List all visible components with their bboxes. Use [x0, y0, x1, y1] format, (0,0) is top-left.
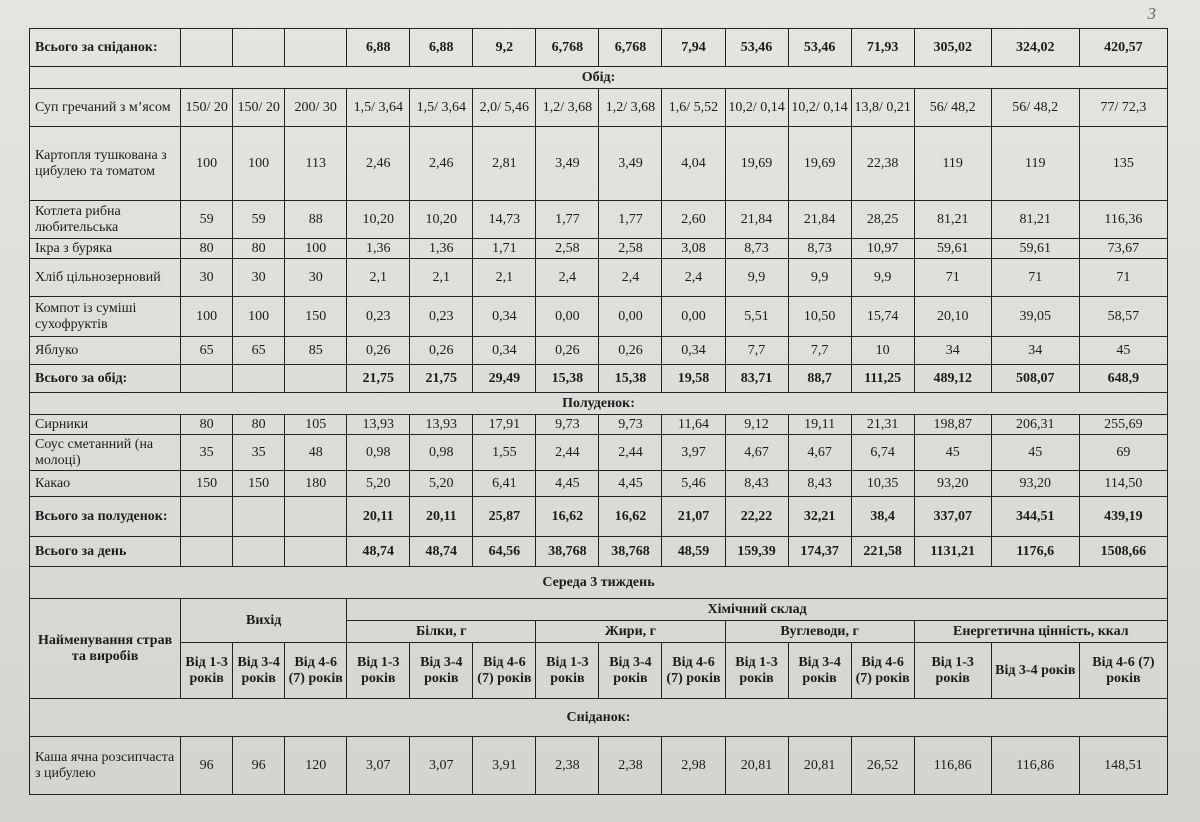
value-cell: 6,768: [536, 29, 599, 67]
value-cell: 11,64: [662, 415, 725, 435]
section-title: Полуденок:: [30, 393, 1168, 415]
value-cell: 5,20: [410, 471, 473, 497]
col-header-age: Від 3-4 років: [788, 643, 851, 699]
value-cell: 8,73: [725, 239, 788, 259]
value-cell: 1,6/ 5,52: [662, 89, 725, 127]
value-cell: [233, 29, 285, 67]
value-cell: 29,49: [473, 365, 536, 393]
value-cell: 20,81: [725, 737, 788, 795]
value-cell: 10,2/ 0,14: [788, 89, 851, 127]
value-cell: 13,93: [347, 415, 410, 435]
col-header-name: Найменування страв та виробів: [30, 599, 181, 699]
value-cell: 10,20: [347, 201, 410, 239]
value-cell: 80: [181, 239, 233, 259]
value-cell: 2,1: [473, 259, 536, 297]
value-cell: 80: [181, 415, 233, 435]
value-cell: 4,67: [788, 435, 851, 471]
total-row: [30, 497, 1168, 537]
value-cell: 148,51: [1079, 737, 1167, 795]
total-row: [30, 29, 1168, 67]
value-cell: 22,38: [851, 127, 914, 201]
value-cell: 81,21: [914, 201, 991, 239]
value-cell: 9,12: [725, 415, 788, 435]
value-cell: 28,25: [851, 201, 914, 239]
value-cell: 8,73: [788, 239, 851, 259]
value-cell: 93,20: [914, 471, 991, 497]
section-title: Обід:: [30, 67, 1168, 89]
value-cell: 13,8/ 0,21: [851, 89, 914, 127]
header-row-1: [30, 599, 1168, 621]
value-cell: 1,5/ 3,64: [347, 89, 410, 127]
value-cell: 4,67: [725, 435, 788, 471]
value-cell: 150: [233, 471, 285, 497]
total-row: [30, 365, 1168, 393]
value-cell: 9,73: [536, 415, 599, 435]
header-row-ages: [30, 643, 1168, 699]
value-cell: 3,97: [662, 435, 725, 471]
value-cell: 337,07: [914, 497, 991, 537]
value-cell: 65: [181, 337, 233, 365]
value-cell: 6,768: [599, 29, 662, 67]
value-cell: 3,07: [410, 737, 473, 795]
dish-row: [30, 89, 1168, 127]
value-cell: 35: [233, 435, 285, 471]
section-row: [30, 393, 1168, 415]
value-cell: 9,73: [599, 415, 662, 435]
value-cell: 1,5/ 3,64: [410, 89, 473, 127]
value-cell: 8,43: [725, 471, 788, 497]
value-cell: 15,74: [851, 297, 914, 337]
value-cell: 2,46: [347, 127, 410, 201]
value-cell: 16,62: [599, 497, 662, 537]
dish-name: Всього за день: [30, 537, 181, 567]
dish-name: Картопля тушкована з цибулею та томатом: [30, 127, 181, 201]
value-cell: 83,71: [725, 365, 788, 393]
value-cell: 100: [181, 127, 233, 201]
value-cell: 15,38: [599, 365, 662, 393]
dish-name: Всього за обід:: [30, 365, 181, 393]
value-cell: 2,4: [536, 259, 599, 297]
value-cell: 150/ 20: [181, 89, 233, 127]
value-cell: 88: [285, 201, 347, 239]
value-cell: [285, 29, 347, 67]
value-cell: 96: [233, 737, 285, 795]
value-cell: 1,36: [347, 239, 410, 259]
dish-name: Соус сметанний (на молоці): [30, 435, 181, 471]
value-cell: 38,768: [599, 537, 662, 567]
value-cell: 1,77: [536, 201, 599, 239]
value-cell: 9,9: [851, 259, 914, 297]
value-cell: 65: [233, 337, 285, 365]
value-cell: 9,9: [725, 259, 788, 297]
col-header-chem: Хімічний склад: [347, 599, 1168, 621]
col-header-fats: Жири, г: [536, 621, 725, 643]
value-cell: 114,50: [1079, 471, 1167, 497]
value-cell: 21,75: [410, 365, 473, 393]
value-cell: 2,38: [536, 737, 599, 795]
col-header-age: Від 3-4 років: [991, 643, 1079, 699]
dish-name: Какао: [30, 471, 181, 497]
value-cell: 22,22: [725, 497, 788, 537]
value-cell: 48,74: [410, 537, 473, 567]
value-cell: 71: [914, 259, 991, 297]
table-body-top: [30, 29, 1168, 567]
col-header-age: Від 1-3 років: [914, 643, 991, 699]
value-cell: 1,2/ 3,68: [599, 89, 662, 127]
col-header-age: Від 1-3 років: [181, 643, 233, 699]
value-cell: 206,31: [991, 415, 1079, 435]
value-cell: 2,1: [410, 259, 473, 297]
col-header-age: Від 4-6 (7) років: [285, 643, 347, 699]
value-cell: 198,87: [914, 415, 991, 435]
value-cell: 1,36: [410, 239, 473, 259]
dish-name: Суп гречаний з м’ясом: [30, 89, 181, 127]
value-cell: 0,00: [662, 297, 725, 337]
value-cell: 8,43: [788, 471, 851, 497]
value-cell: 45: [1079, 337, 1167, 365]
value-cell: [181, 365, 233, 393]
section-row: [30, 699, 1168, 737]
col-header-age: Від 1-3 років: [725, 643, 788, 699]
value-cell: 1508,66: [1079, 537, 1167, 567]
value-cell: 150: [181, 471, 233, 497]
value-cell: 0,23: [347, 297, 410, 337]
value-cell: [181, 497, 233, 537]
value-cell: 6,74: [851, 435, 914, 471]
value-cell: 0,98: [410, 435, 473, 471]
dish-name: Компот із суміші сухофруктів: [30, 297, 181, 337]
value-cell: 19,58: [662, 365, 725, 393]
dish-row: [30, 259, 1168, 297]
value-cell: 17,91: [473, 415, 536, 435]
value-cell: 56/ 48,2: [991, 89, 1079, 127]
value-cell: 119: [914, 127, 991, 201]
total-row: [30, 537, 1168, 567]
value-cell: 16,62: [536, 497, 599, 537]
col-header-age: Від 4-6 (7) років: [473, 643, 536, 699]
value-cell: 2,98: [662, 737, 725, 795]
value-cell: 1,71: [473, 239, 536, 259]
value-cell: 119: [991, 127, 1079, 201]
value-cell: 2,58: [599, 239, 662, 259]
value-cell: 255,69: [1079, 415, 1167, 435]
value-cell: 14,73: [473, 201, 536, 239]
value-cell: 81,21: [991, 201, 1079, 239]
value-cell: 88,7: [788, 365, 851, 393]
value-cell: 1131,21: [914, 537, 991, 567]
section-row: [30, 67, 1168, 89]
value-cell: 508,07: [991, 365, 1079, 393]
value-cell: 38,4: [851, 497, 914, 537]
value-cell: 2,44: [599, 435, 662, 471]
value-cell: 0,26: [599, 337, 662, 365]
dish-name: Котлета рибна любительська: [30, 201, 181, 239]
dish-name: Хліб цільнозерновий: [30, 259, 181, 297]
value-cell: 420,57: [1079, 29, 1167, 67]
table-body-bottom: [30, 699, 1168, 795]
value-cell: 20,11: [410, 497, 473, 537]
value-cell: 111,25: [851, 365, 914, 393]
value-cell: 3,07: [347, 737, 410, 795]
dish-row: [30, 435, 1168, 471]
value-cell: 13,93: [410, 415, 473, 435]
value-cell: 5,51: [725, 297, 788, 337]
dish-row: [30, 415, 1168, 435]
value-cell: 73,67: [1079, 239, 1167, 259]
value-cell: 10: [851, 337, 914, 365]
dish-row: [30, 239, 1168, 259]
dish-name: Яблуко: [30, 337, 181, 365]
value-cell: 71,93: [851, 29, 914, 67]
value-cell: 113: [285, 127, 347, 201]
value-cell: 200/ 30: [285, 89, 347, 127]
value-cell: 34: [914, 337, 991, 365]
dish-name: Каша ячна розсипчаста з цибулею: [30, 737, 181, 795]
value-cell: 3,08: [662, 239, 725, 259]
value-cell: 21,07: [662, 497, 725, 537]
dish-name: Сирники: [30, 415, 181, 435]
section-title: Сніданок:: [30, 699, 1168, 737]
value-cell: 489,12: [914, 365, 991, 393]
value-cell: 1,77: [599, 201, 662, 239]
value-cell: 150/ 20: [233, 89, 285, 127]
value-cell: [233, 537, 285, 567]
value-cell: 71: [1079, 259, 1167, 297]
value-cell: 3,91: [473, 737, 536, 795]
value-cell: 25,87: [473, 497, 536, 537]
col-header-age: Від 3-4 років: [410, 643, 473, 699]
value-cell: 38,768: [536, 537, 599, 567]
value-cell: 1,55: [473, 435, 536, 471]
value-cell: 3,49: [536, 127, 599, 201]
dish-row: [30, 737, 1168, 795]
value-cell: 69: [1079, 435, 1167, 471]
value-cell: 0,34: [473, 337, 536, 365]
value-cell: 30: [285, 259, 347, 297]
value-cell: 221,58: [851, 537, 914, 567]
value-cell: 100: [233, 127, 285, 201]
col-header-age: Від 4-6 (7) років: [662, 643, 725, 699]
value-cell: 20,10: [914, 297, 991, 337]
value-cell: 48: [285, 435, 347, 471]
value-cell: 10,35: [851, 471, 914, 497]
col-header-age: Від 1-3 років: [536, 643, 599, 699]
value-cell: 100: [233, 297, 285, 337]
value-cell: [233, 497, 285, 537]
value-cell: 80: [233, 415, 285, 435]
value-cell: 305,02: [914, 29, 991, 67]
dish-row: [30, 127, 1168, 201]
value-cell: [285, 497, 347, 537]
dish-name: Ікра з буряка: [30, 239, 181, 259]
value-cell: 2,46: [410, 127, 473, 201]
value-cell: 5,46: [662, 471, 725, 497]
value-cell: 120: [285, 737, 347, 795]
value-cell: 0,26: [347, 337, 410, 365]
value-cell: 116,86: [914, 737, 991, 795]
value-cell: 100: [285, 239, 347, 259]
col-header-age: Від 3-4 років: [233, 643, 285, 699]
value-cell: 20,81: [788, 737, 851, 795]
col-header-proteins: Білки, г: [347, 621, 536, 643]
page-number: 3: [1147, 4, 1156, 23]
value-cell: 10,20: [410, 201, 473, 239]
value-cell: 34: [991, 337, 1079, 365]
dish-row: [30, 201, 1168, 239]
value-cell: 2,81: [473, 127, 536, 201]
value-cell: 56/ 48,2: [914, 89, 991, 127]
col-header-age: Від 3-4 років: [599, 643, 662, 699]
value-cell: 135: [1079, 127, 1167, 201]
value-cell: 150: [285, 297, 347, 337]
day-title: Середа 3 тиждень: [30, 567, 1168, 599]
value-cell: 0,26: [410, 337, 473, 365]
value-cell: 53,46: [788, 29, 851, 67]
value-cell: 648,9: [1079, 365, 1167, 393]
value-cell: 2,4: [662, 259, 725, 297]
value-cell: 9,2: [473, 29, 536, 67]
value-cell: 180: [285, 471, 347, 497]
col-header-energy: Енергетична цінність, ккал: [914, 621, 1167, 643]
value-cell: 116,36: [1079, 201, 1167, 239]
value-cell: 0,34: [473, 297, 536, 337]
value-cell: [233, 365, 285, 393]
value-cell: 100: [181, 297, 233, 337]
dish-name: Всього за полуденок:: [30, 497, 181, 537]
value-cell: 2,38: [599, 737, 662, 795]
col-header-output: Вихід: [181, 599, 347, 643]
value-cell: 2,4: [599, 259, 662, 297]
value-cell: 45: [914, 435, 991, 471]
value-cell: [181, 537, 233, 567]
value-cell: 4,45: [599, 471, 662, 497]
value-cell: 96: [181, 737, 233, 795]
value-cell: 59,61: [914, 239, 991, 259]
value-cell: 1,2/ 3,68: [536, 89, 599, 127]
value-cell: 3,49: [599, 127, 662, 201]
value-cell: 105: [285, 415, 347, 435]
col-header-age: Від 4-6 (7) років: [1079, 643, 1167, 699]
value-cell: 19,69: [725, 127, 788, 201]
value-cell: 35: [181, 435, 233, 471]
value-cell: 2,60: [662, 201, 725, 239]
value-cell: 0,00: [599, 297, 662, 337]
value-cell: 80: [233, 239, 285, 259]
value-cell: [181, 29, 233, 67]
value-cell: 6,88: [410, 29, 473, 67]
value-cell: 6,88: [347, 29, 410, 67]
value-cell: 48,74: [347, 537, 410, 567]
value-cell: 45: [991, 435, 1079, 471]
value-cell: 7,7: [788, 337, 851, 365]
value-cell: 0,26: [536, 337, 599, 365]
value-cell: 26,52: [851, 737, 914, 795]
value-cell: 2,58: [536, 239, 599, 259]
value-cell: 10,97: [851, 239, 914, 259]
value-cell: 48,59: [662, 537, 725, 567]
value-cell: 174,37: [788, 537, 851, 567]
value-cell: 21,84: [788, 201, 851, 239]
col-header-age: Від 4-6 (7) років: [851, 643, 914, 699]
value-cell: 2,0/ 5,46: [473, 89, 536, 127]
value-cell: 20,11: [347, 497, 410, 537]
value-cell: 71: [991, 259, 1079, 297]
value-cell: 7,7: [725, 337, 788, 365]
value-cell: 4,45: [536, 471, 599, 497]
value-cell: 53,46: [725, 29, 788, 67]
value-cell: 0,98: [347, 435, 410, 471]
value-cell: 30: [181, 259, 233, 297]
value-cell: 10,50: [788, 297, 851, 337]
dish-row: [30, 471, 1168, 497]
value-cell: 6,41: [473, 471, 536, 497]
value-cell: 59: [181, 201, 233, 239]
day-title-row: [30, 567, 1168, 599]
value-cell: 5,20: [347, 471, 410, 497]
value-cell: 344,51: [991, 497, 1079, 537]
value-cell: 19,11: [788, 415, 851, 435]
menu-table: [29, 28, 1168, 795]
value-cell: 21,75: [347, 365, 410, 393]
value-cell: 2,1: [347, 259, 410, 297]
value-cell: 15,38: [536, 365, 599, 393]
value-cell: 59: [233, 201, 285, 239]
value-cell: 0,23: [410, 297, 473, 337]
value-cell: 32,21: [788, 497, 851, 537]
value-cell: 2,44: [536, 435, 599, 471]
value-cell: 1176,6: [991, 537, 1079, 567]
value-cell: 58,57: [1079, 297, 1167, 337]
value-cell: 324,02: [991, 29, 1079, 67]
dish-name: Всього за сніданок:: [30, 29, 181, 67]
value-cell: 0,00: [536, 297, 599, 337]
value-cell: 39,05: [991, 297, 1079, 337]
value-cell: 85: [285, 337, 347, 365]
value-cell: 77/ 72,3: [1079, 89, 1167, 127]
value-cell: 116,86: [991, 737, 1079, 795]
value-cell: 439,19: [1079, 497, 1167, 537]
value-cell: [285, 365, 347, 393]
value-cell: 10,2/ 0,14: [725, 89, 788, 127]
dish-row: [30, 297, 1168, 337]
col-header-age: Від 1-3 років: [347, 643, 410, 699]
value-cell: 4,04: [662, 127, 725, 201]
value-cell: 21,31: [851, 415, 914, 435]
value-cell: 19,69: [788, 127, 851, 201]
col-header-carbs: Вуглеводи, г: [725, 621, 914, 643]
value-cell: 9,9: [788, 259, 851, 297]
value-cell: 93,20: [991, 471, 1079, 497]
value-cell: 59,61: [991, 239, 1079, 259]
value-cell: 7,94: [662, 29, 725, 67]
value-cell: 21,84: [725, 201, 788, 239]
value-cell: 64,56: [473, 537, 536, 567]
value-cell: [285, 537, 347, 567]
table-header: [30, 567, 1168, 699]
value-cell: 30: [233, 259, 285, 297]
value-cell: 159,39: [725, 537, 788, 567]
value-cell: 0,34: [662, 337, 725, 365]
dish-row: [30, 337, 1168, 365]
